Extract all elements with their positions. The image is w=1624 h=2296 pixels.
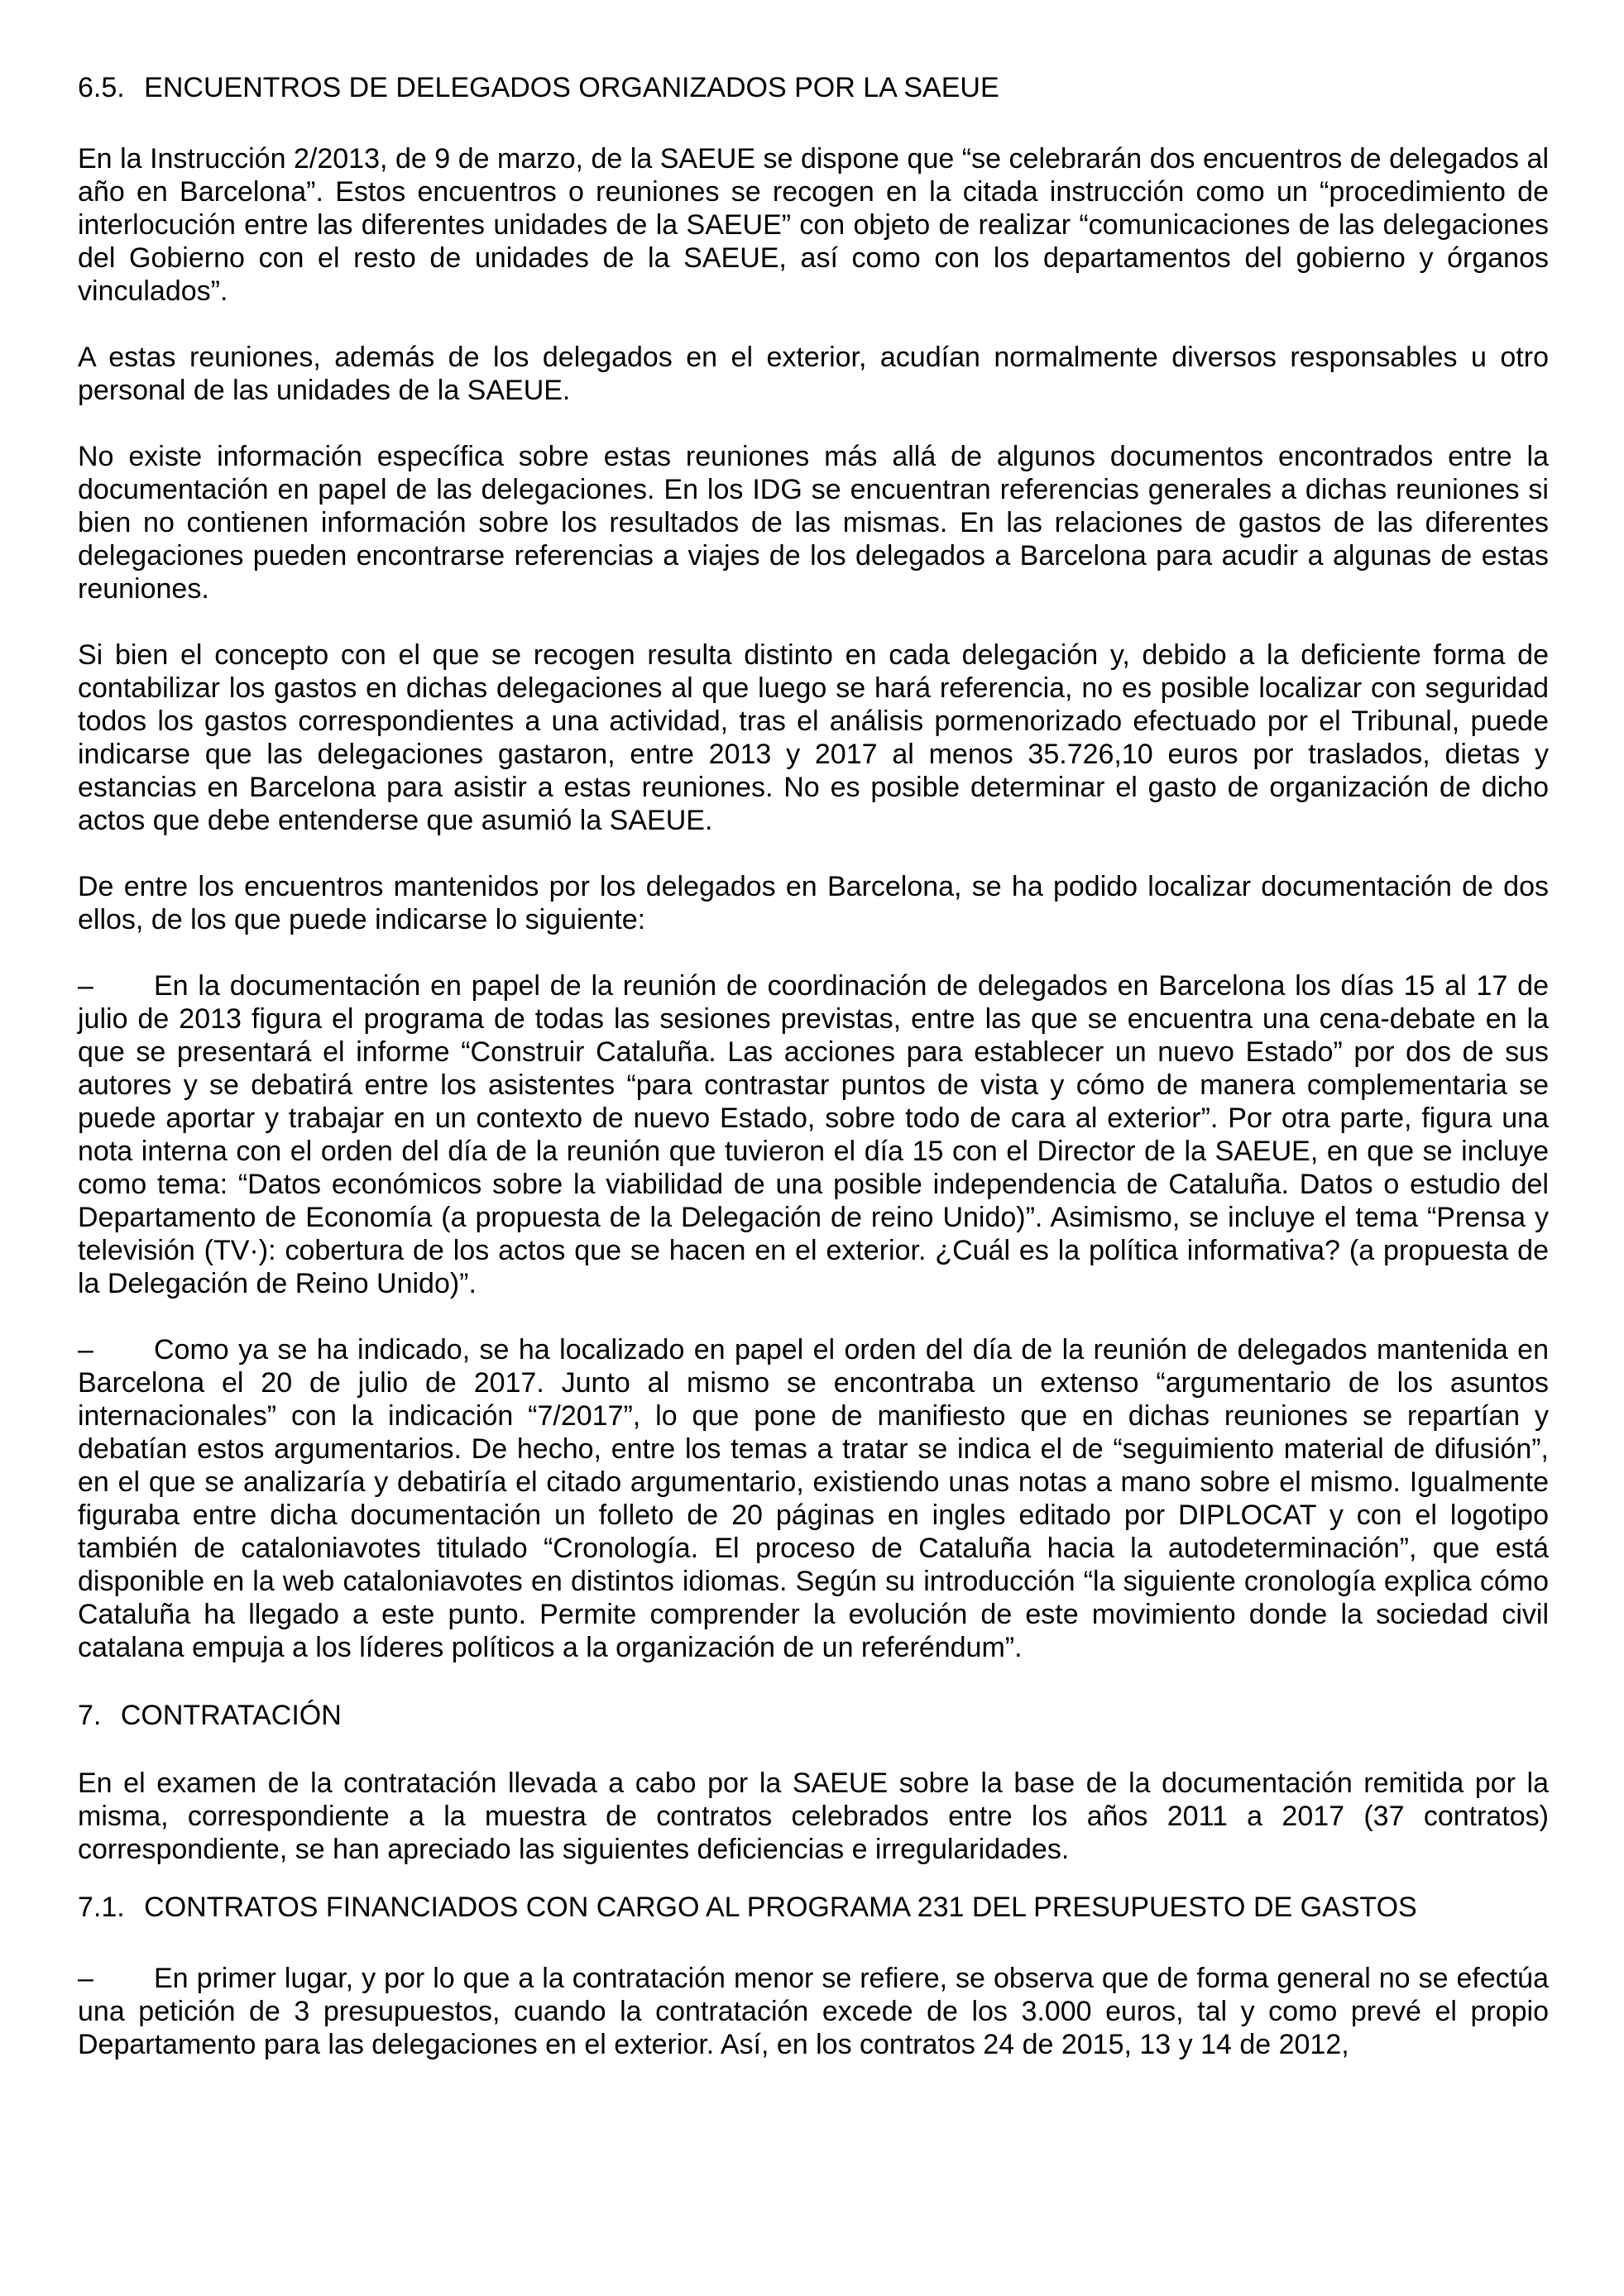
bullet-text: Como ya se ha indicado, se ha localizado en papel el orden del día de la reunión de delegados mantenida en Barcelona el 20 de julio de 2017. Junto al mismo se encontraba un extenso “argumentario de los asuntos internacionales” con la indicación “7/2017”, lo que pone de manifiesto que en dichas reuniones se repartían y debatían estos argumentarios. De hecho, entre los temas a tratar se indica el de “seguimiento material de difusión”, en el que se analizaría y debatiría el citado argumentario, existiendo unas notas a mano sobre el mismo. Igualmente figuraba entre dicha documentación un folleto de 20 páginas en ingles editado por DIPLOCAT y con el logotipo también de cataloniavotes titulado “Cronología. El proceso de Cataluña hacia la autodeterminación”, que está disponible en la web cataloniavotes en distintos idiomas. Según su introducción “la siguiente cronología explica cómo Cataluña ha llegado a este punto. Permite comprender la evolución de este movimiento donde la sociedad civil catalana empuja a los líderes políticos a la organización de un referéndum”.	[78, 1334, 1549, 1663]
bullet-dash: –	[78, 1334, 93, 1366]
bullet-text: En primer lugar, y por lo que a la contratación menor se refiere, se observa que de forma general no se efectúa una petición de 3 presupuestos, cuando la contratación excede de los 3.000 euros, tal y como prevé el propio Departamento para las delegaciones en el exterior. Así, en los contratos 24 de 2015, 13 y 14 de 2012,	[78, 1963, 1549, 2060]
bullet-item	[78, 1962, 1549, 2061]
section-title: CONTRATOS FINANCIADOS CON CARGO AL PROGRAMA 231 DEL PRESUPUESTO DE GASTOS	[144, 1892, 1417, 1923]
bullet-dash: –	[78, 1963, 93, 1994]
bullet-item	[78, 969, 1549, 1300]
bullet-dash: –	[78, 970, 93, 1002]
bullet-item	[78, 1333, 1549, 1664]
paragraph: De entre los encuentros mantenidos por los delegados en Barcelona, se ha podido localizar documentación de dos ellos, de los que puede indicarse lo siguiente:	[78, 871, 1549, 935]
section-number: 6.5.	[78, 72, 125, 103]
section-7-heading	[78, 1699, 1549, 1732]
section-title: CONTRATACIÓN	[120, 1700, 342, 1731]
section-number: 7.1.	[78, 1892, 125, 1923]
section-title: ENCUENTROS DE DELEGADOS ORGANIZADOS POR LA SAEUE	[144, 72, 999, 103]
section-number: 7.	[78, 1700, 102, 1731]
paragraph: Si bien el concepto con el que se recogen resulta distinto en cada delegación y, debido a la deficiente forma de contabilizar los gastos en dichas delegaciones al que luego se hará referencia, no es posible localizar con seguridad todos los gastos correspondientes a una actividad, tras el análisis pormenorizado efectuado por el Tribunal, puede indicarse que las delegaciones gastaron, entre 2013 y 2017 al menos 35.726,10 euros por traslados, dietas y estancias en Barcelona para asistir a estas reuniones. No es posible determinar el gasto de organización de dicho actos que debe entenderse que asumió la SAEUE.	[78, 639, 1549, 836]
document-page	[78, 71, 1549, 2094]
section-6-5-heading	[78, 71, 1549, 104]
paragraph: En la Instrucción 2/2013, de 9 de marzo, de la SAEUE se dispone que “se celebrarán dos encuentros de delegados al año en Barcelona”. Estos encuentros o reuniones se recogen en la citada instrucción como un “procedimiento de interlocución entre las diferentes unidades de la SAEUE” con objeto de realizar “comunicaciones de las delegaciones del Gobierno con el resto de unidades de la SAEUE, así como con los departamentos del gobierno y órganos vinculados”.	[78, 143, 1549, 307]
paragraph: A estas reuniones, además de los delegados en el exterior, acudían normalmente diversos responsables u otro personal de las unidades de la SAEUE.	[78, 342, 1549, 406]
bullet-text: En la documentación en papel de la reunión de coordinación de delegados en Barcelona los días 15 al 17 de julio de 2013 figura el programa de todas las sesiones previstas, entre las que se encuentra una cena-debate en la que se presentará el informe “Construir Cataluña. Las acciones para establecer un nuevo Estado” por dos de sus autores y se debatirá entre los asistentes “para contrastar puntos de vista y cómo de manera complementaria se puede aportar y trabajar en un contexto de nuevo Estado, sobre todo de cara al exterior”. Por otra parte, figura una nota interna con el orden del día de la reunión que tuvieron el día 15 con el Director de la SAEUE, en que se incluye como tema: “Datos económicos sobre la viabilidad de una posible independencia de Cataluña. Datos o estudio del Departamento de Economía (a propuesta de la Delegación de reino Unido)”. Asimismo, se incluye el tema “Prensa y televisión (TV·): cobertura de los actos que se hacen en el exterior. ¿Cuál es la política informativa? (a propuesta de la Delegación de Reino Unido)”.	[78, 970, 1549, 1299]
section-7-1-heading	[78, 1891, 1549, 1924]
paragraph: En el examen de la contratación llevada a cabo por la SAEUE sobre la base de la documentación remitida por la misma, correspondiente a la muestra de contratos celebrados entre los años 2011 a 2017 (37 contratos) correspondiente, se han apreciado las siguientes deficiencias e irregularidades.	[78, 1767, 1549, 1865]
paragraph: No existe información específica sobre estas reuniones más allá de algunos documentos encontrados entre la documentación en papel de las delegaciones. En los IDG se encuentran referencias generales a dichas reuniones si bien no contienen información sobre los resultados de las mismas. En las relaciones de gastos de las diferentes delegaciones pueden encontrarse referencias a viajes de los delegados a Barcelona para acudir a algunas de estas reuniones.	[78, 441, 1549, 605]
